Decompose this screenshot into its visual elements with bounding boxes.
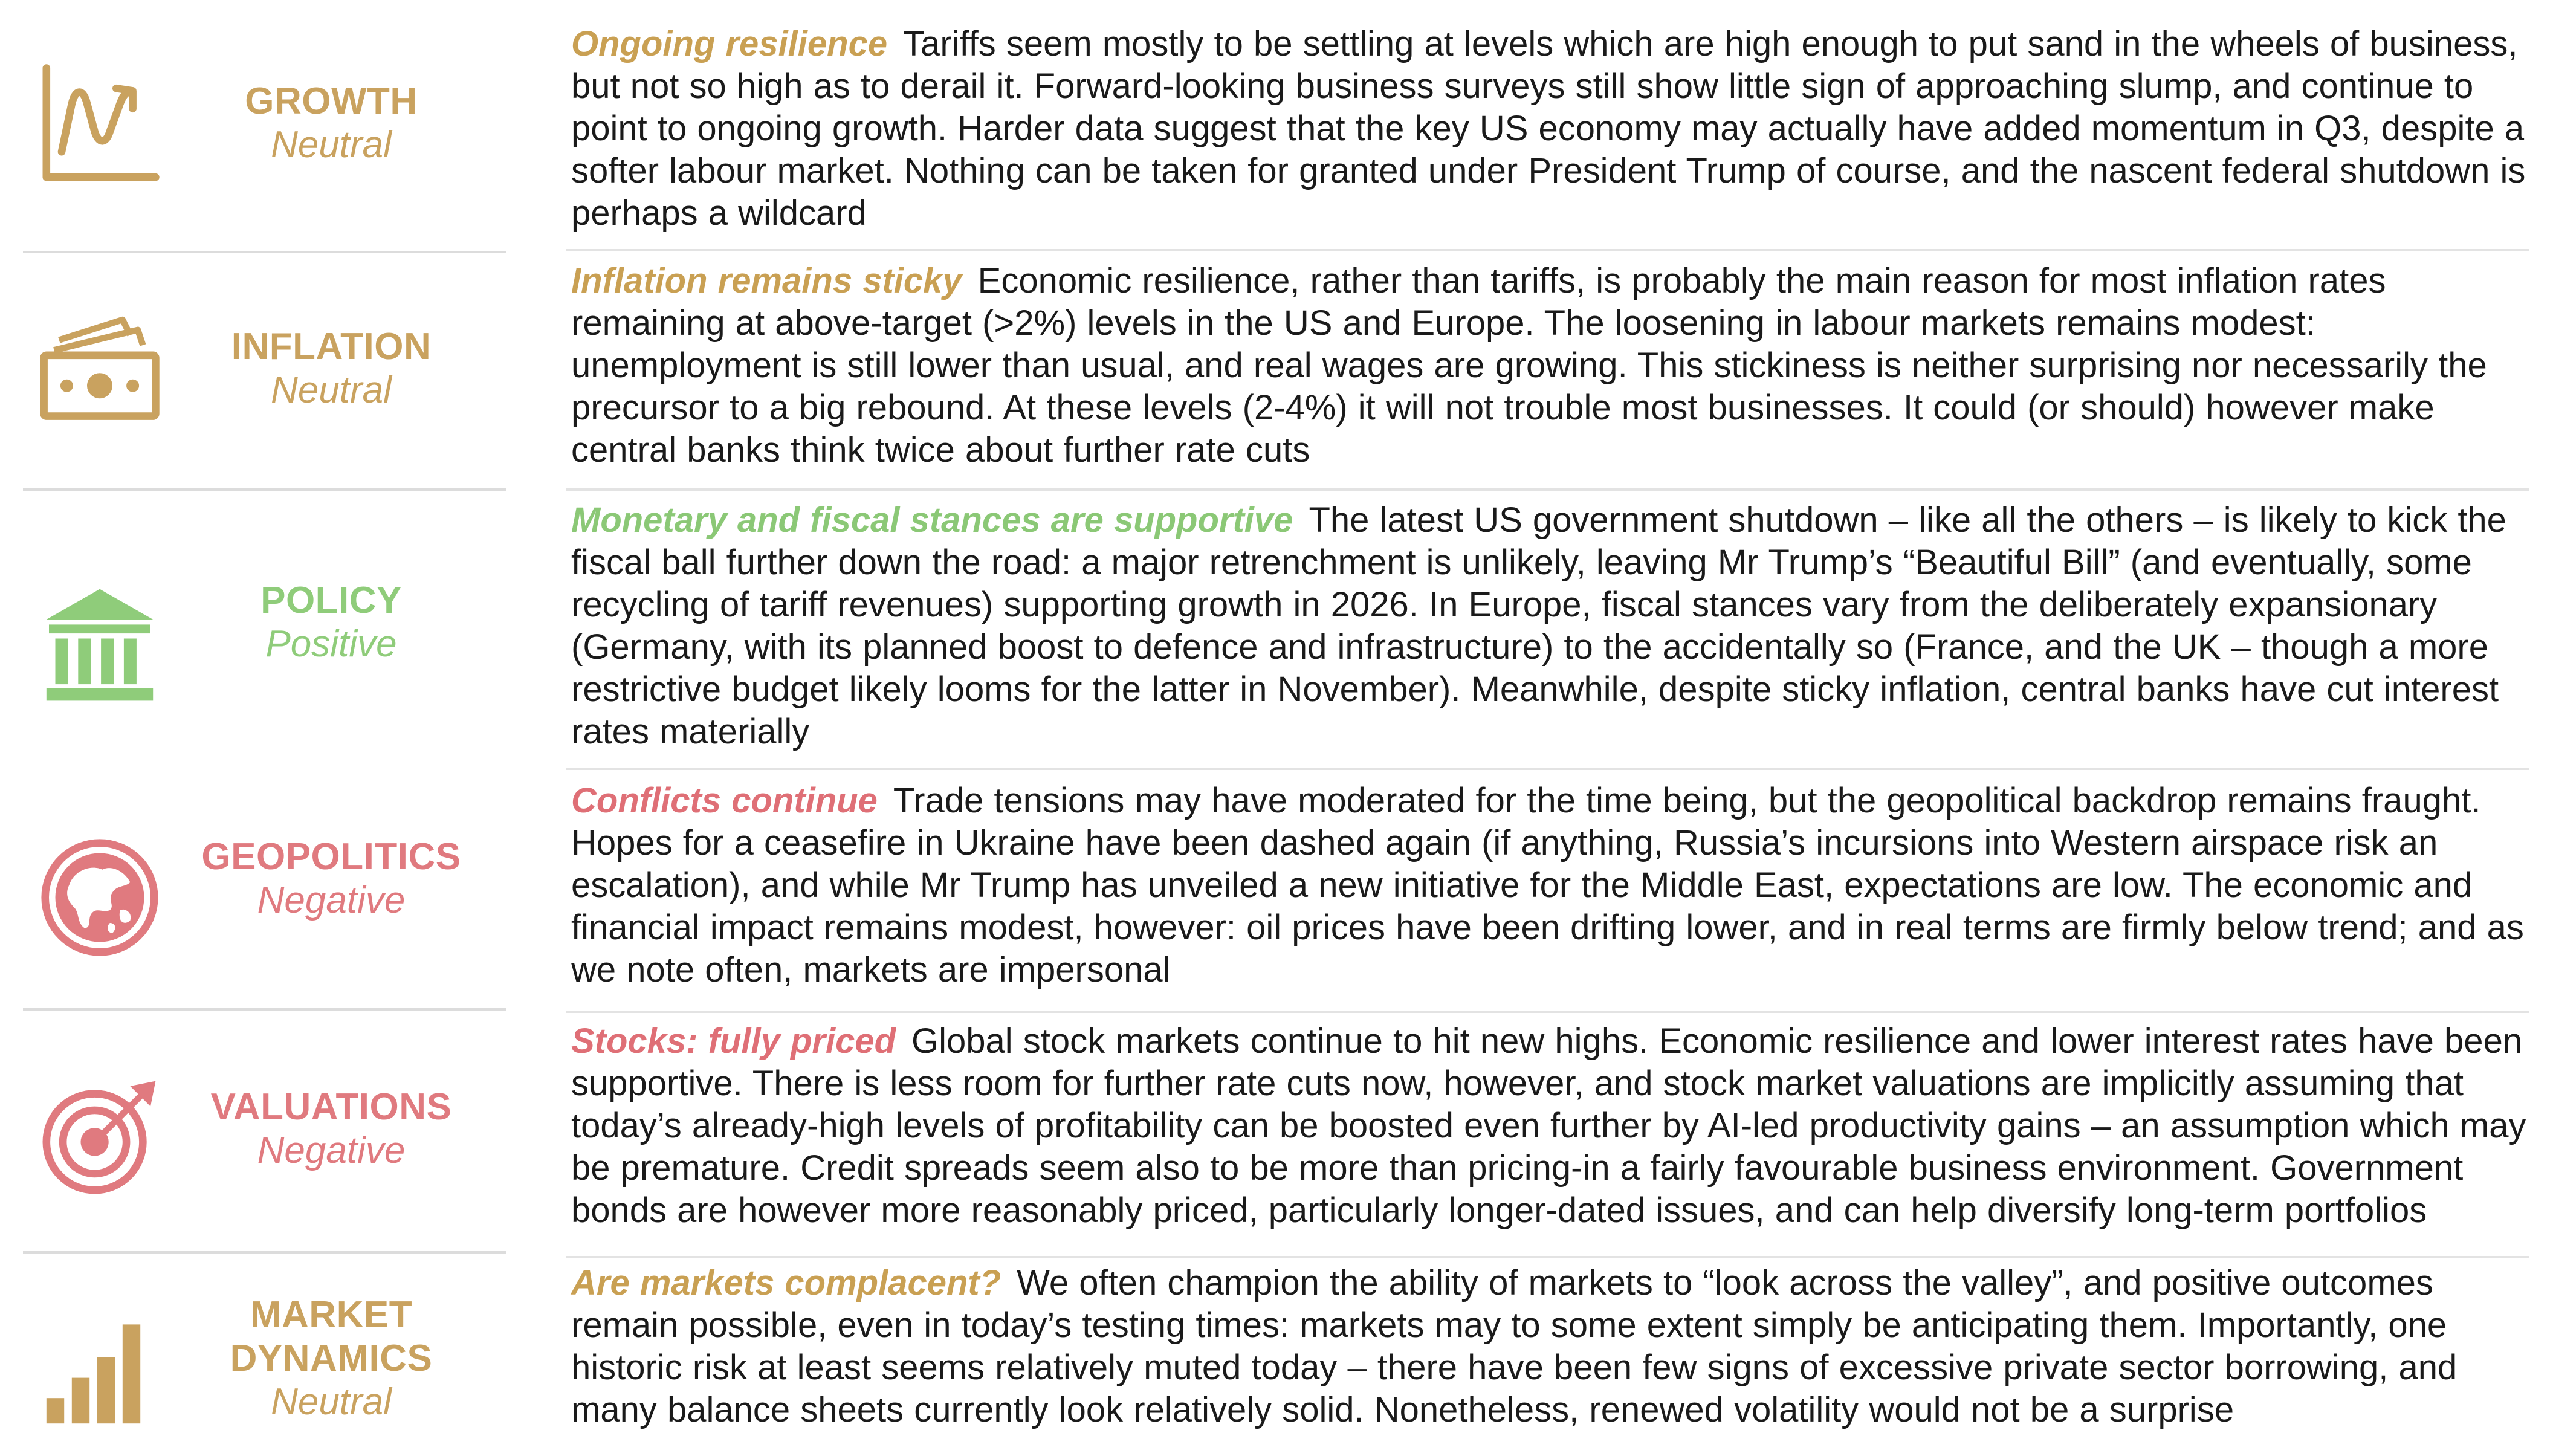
geopolitics-headline: Conflicts continue — [571, 781, 878, 820]
growth-category: GROWTH — [245, 80, 418, 122]
divider — [566, 249, 2529, 251]
growth-body: Tariffs seem mostly to be settling at levels which are high enough to put sand in the wheels of business, but not so high as to derail it. Forward-looking business surveys still show little sign of approaching slump, and continue to point to ongoing growth. Harder data suggest that the key US economy may actually have added momentum in Q3, despite a softer labour market. Nothing can be taken for granted under President Trump of course, and the nascent federal shutdown is perhaps a wildcard — [571, 24, 2526, 233]
divider — [23, 1008, 506, 1011]
section-geopolitics — [0, 771, 2553, 1013]
growth-headline: Ongoing resilience — [571, 24, 888, 63]
bank-building-icon — [36, 581, 163, 708]
inflation-label-panel — [23, 254, 506, 491]
policy-category: POLICY — [260, 580, 402, 621]
cash-icon — [36, 307, 163, 434]
section-policy — [0, 491, 2553, 768]
valuations-category: VALUATIONS — [210, 1086, 452, 1128]
divider — [23, 251, 506, 253]
growth-status: Neutral — [271, 124, 392, 166]
globe-icon — [36, 834, 163, 961]
inflation-status: Neutral — [271, 369, 392, 411]
valuations-status: Negative — [257, 1130, 406, 1171]
policy-headline: Monetary and fiscal stances are supportive — [571, 500, 1293, 540]
inflation-category: INFLATION — [231, 326, 432, 367]
geopolitics-text — [571, 780, 2535, 991]
bar-chart-icon — [36, 1307, 163, 1434]
section-valuations — [0, 1013, 2553, 1261]
section-growth — [0, 0, 2553, 254]
geopolitics-body: Trade tensions may have moderated for the time being, but the geopolitical backdrop remains fraught. Hopes for a ceasefire in Ukraine have been dashed again (if anything, Russia’s incursions into Western airspace risk an escalation), and while Mr Trump has unveiled a new initiative for the Middle East, expectations are low. The economic and financial impact remains modest, however: oil prices have been drifting lower, and in real terms are firmly below trend; and as we note often, markets are impersonal — [571, 781, 2524, 989]
section-market-dynamics — [0, 1258, 2553, 1456]
policy-body: The latest US government shutdown – like all the others – is likely to kick the fiscal ball further down the road: a major retrenchment is unlikely, leaving Mr Trump’s “Beautiful Bill” (and eventually, some recycling of tariff revenues) supporting growth in 2026. In Europe, fiscal stances vary from the deliberately expansionary (Germany, with its planned boost to defence and infrastructure) to the accidentally so (France, and the UK – though a more restrictive budget likely looms for the latter in November). Meanwhile, despite sticky inflation, central banks have cut interest rates materially — [571, 500, 2506, 751]
geopolitics-category: GEOPOLITICS — [201, 836, 461, 878]
growth-label-panel — [23, 0, 506, 254]
valuations-headline: Stocks: fully priced — [571, 1021, 896, 1061]
market-dynamics-label-panel — [23, 1258, 506, 1456]
divider — [566, 768, 2529, 770]
market-dynamics-category-line2: DYNAMICS — [230, 1338, 433, 1379]
target-icon — [36, 1073, 163, 1200]
growth-text — [571, 23, 2535, 235]
market-dynamics-category-line1: MARKET — [250, 1294, 413, 1336]
geopolitics-label-panel — [23, 771, 506, 1013]
market-dynamics-body: We often champion the ability of markets to “look across the valley”, and positive outcomes remain possible, even in today’s testing times: markets may to some extent simply be anticipating them. Importantly, one historic risk at least seems relatively muted today – there have been few signs of excessive private sector borrowing, and many balance sheets currently look relatively solid. Nonetheless, renewed volatility would not be a surprise — [571, 1263, 2458, 1429]
inflation-headline: Inflation remains sticky — [571, 261, 962, 300]
inflation-text — [571, 260, 2535, 471]
market-dynamics-text — [571, 1262, 2535, 1431]
section-inflation — [0, 254, 2553, 491]
valuations-label-panel — [23, 1013, 506, 1261]
valuations-text — [571, 1020, 2535, 1232]
market-dynamics-headline: Are markets complacent? — [571, 1263, 1001, 1302]
divider — [23, 1251, 506, 1254]
policy-text — [571, 499, 2535, 753]
valuations-body: Global stock markets continue to hit new highs. Economic resilience and lower interest rates have been supportive. There is less room for further rate cuts now, however, and stock market valuations are implicitly assuming that today’s already-high levels of profitability can be boosted even further by AI-led productivity gains – an assumption which may be premature. Credit spreads seem also to be more than pricing-in a fairly favourable business environment. Government bonds are however more reasonably priced, particularly longer-dated issues, and can help diversify long-term portfolios — [571, 1021, 2526, 1230]
market-dynamics-status: Neutral — [271, 1381, 392, 1423]
geopolitics-status: Negative — [257, 879, 406, 921]
line-chart-icon — [36, 60, 163, 187]
inflation-body: Economic resilience, rather than tariffs, is probably the main reason for most inflation rates remaining at above-target (>2%) levels in the US and Europe. The loosening in labour markets remains modest: unemployment is still lower than usual, and real wages are growing. This stickiness is neither surprising nor necessarily the precursor to a big rebound. At these levels (2-4%) it will not trouble most businesses. It could (or should) however make central banks think twice about further rate cuts — [571, 261, 2487, 470]
policy-label-panel — [23, 491, 506, 768]
policy-status: Positive — [265, 623, 397, 665]
